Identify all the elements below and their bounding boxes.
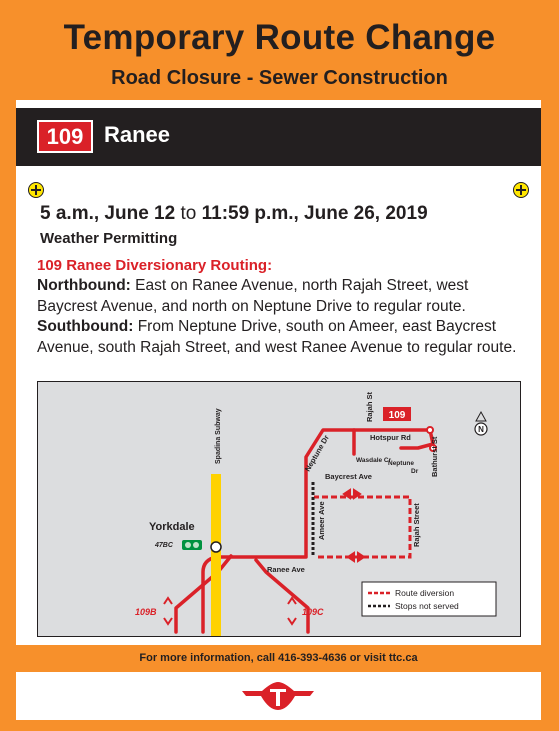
northbound-label: Northbound: (37, 277, 131, 294)
map-svg (38, 382, 521, 637)
street-ranee-ave: Ranee Ave (267, 565, 305, 574)
yorkdale-station-dot (211, 542, 221, 552)
route-number-badge: 109 (37, 120, 93, 153)
footer-bar (21, 647, 536, 669)
southbound-label: Southbound: (37, 318, 134, 335)
diversion-title: 109 Ranee Diversionary Routing: (37, 257, 273, 274)
logo-area (16, 672, 541, 720)
weather-note: Weather Permitting (40, 230, 178, 247)
diversion-route (314, 497, 410, 557)
north-arrow-label: N (478, 425, 484, 434)
route-label-109c: 109C (302, 607, 324, 617)
north-arrow-icon (475, 412, 487, 435)
station-bus-route: 47BC (155, 542, 173, 549)
ttc-logo-icon (16, 672, 541, 720)
route-label-main: 109 (388, 410, 406, 421)
station-yorkdale: Yorkdale (149, 521, 195, 533)
street-rajah-street: Rajah Street (412, 503, 421, 547)
schedule-dates (40, 203, 428, 225)
southbound-directions (37, 317, 522, 358)
schedule-end: 11:59 p.m., June 26, 2019 (201, 203, 428, 224)
northbound-text: East on Ranee Avenue, north Rajah Street, west Baycrest Avenue, and north on Neptune Drive to regular route. (37, 277, 469, 315)
legend-diversion: Route diversion (395, 588, 455, 598)
northbound-directions (37, 276, 522, 317)
street-hotspur-rd: Hotspur Rd (370, 433, 411, 442)
header (0, 0, 559, 100)
street-spadina-subway: Spadina Subway (215, 408, 222, 464)
route-label-109b: 109B (135, 607, 157, 617)
crosshair-icon (28, 182, 44, 198)
route-bar (16, 108, 541, 166)
page-subtitle: Road Closure - Sewer Construction (111, 67, 448, 89)
street-rajah-st: Rajah St (365, 391, 374, 422)
street-neptune-suffix: Dr (411, 468, 419, 475)
street-baycrest-ave: Baycrest Ave (325, 472, 372, 481)
schedule-start: 5 a.m., June 12 (40, 203, 176, 224)
crosshair-icon (513, 182, 529, 198)
footer-info: For more information, call 416-393-4636 or visit ttc.ca (139, 652, 418, 664)
street-neptune-dr: Neptune Dr (302, 433, 331, 473)
street-bathurst-st: Bathurst St (430, 436, 439, 477)
legend-not-served: Stops not served (395, 601, 459, 611)
southbound-text: From Neptune Drive, south on Ameer, east Baycrest Avenue, south Rajah Street, and west Ranee Avenue to regular route. (37, 318, 517, 356)
street-neptune: Neptune (388, 460, 414, 467)
notice-panel (16, 100, 541, 645)
schedule-connector: to (180, 203, 197, 224)
page-title: Temporary Route Change (63, 18, 496, 57)
street-wasdale-cr: Wasdale Cr (356, 457, 392, 464)
spadina-subway-line (211, 474, 221, 637)
map-legend (362, 582, 496, 616)
route-name: Ranee (104, 122, 171, 147)
street-ameer-ave: Ameer Ave (317, 501, 326, 540)
transfer-icon (182, 540, 202, 550)
route-map (37, 381, 521, 637)
